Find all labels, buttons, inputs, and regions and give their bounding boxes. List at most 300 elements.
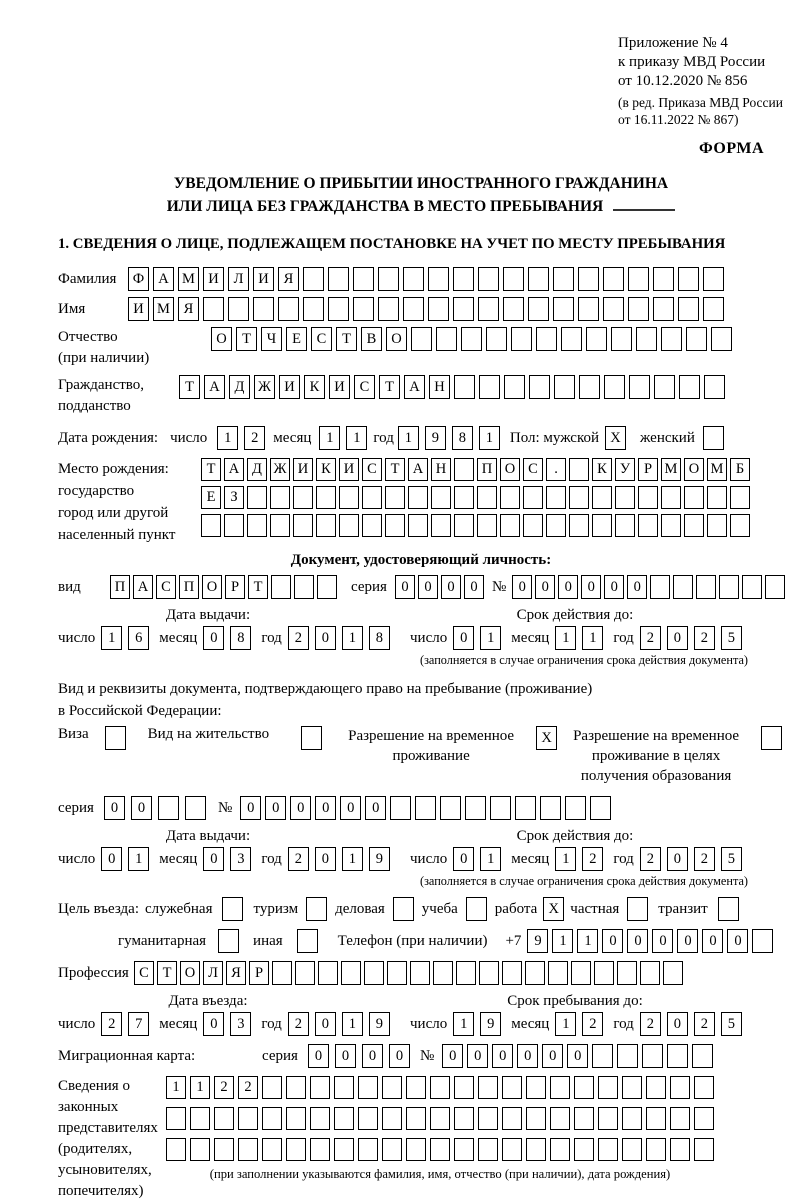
char-cell[interactable]: А [204,375,225,399]
char-cell[interactable] [554,375,575,399]
char-cell[interactable]: И [203,267,224,291]
char-cell[interactable] [502,1076,522,1099]
char-cell[interactable] [224,514,244,537]
char-cell[interactable]: 0 [335,1044,356,1068]
char-cell[interactable]: 9 [527,929,548,953]
char-cell[interactable] [478,1138,498,1161]
char-cell[interactable] [622,1107,642,1130]
char-cell[interactable]: 2 [101,1012,122,1036]
char-cell[interactable] [247,514,267,537]
char-cell[interactable] [548,961,568,985]
char-cell[interactable] [440,796,461,820]
char-cell[interactable] [592,1044,613,1068]
char-cell[interactable]: X [605,426,626,450]
char-cell[interactable] [598,1076,618,1099]
char-cell[interactable]: 0 [315,1012,336,1036]
char-cell[interactable]: А [408,458,428,481]
char-cell[interactable]: 1 [552,929,573,953]
char-cell[interactable]: Т [248,575,268,599]
char-cell[interactable]: 0 [604,575,624,599]
char-cell[interactable]: С [311,327,332,351]
char-cell[interactable] [430,1138,450,1161]
char-cell[interactable] [617,961,637,985]
char-cell[interactable] [390,796,411,820]
char-cell[interactable] [436,327,457,351]
char-cell[interactable] [303,267,324,291]
char-cell[interactable] [185,796,206,820]
char-cell[interactable] [478,267,499,291]
char-cell[interactable]: Ж [270,458,290,481]
char-cell[interactable] [318,961,338,985]
char-cell[interactable] [546,514,566,537]
char-cell[interactable]: 5 [721,847,742,871]
char-cell[interactable] [703,297,724,321]
char-cell[interactable]: Я [278,267,299,291]
char-cell[interactable] [454,375,475,399]
char-cell[interactable] [578,267,599,291]
char-cell[interactable]: Т [179,375,200,399]
char-cell[interactable]: 0 [104,796,125,820]
char-cell[interactable] [286,1107,306,1130]
char-cell[interactable] [579,375,600,399]
char-cell[interactable]: 8 [452,426,473,450]
char-cell[interactable] [406,1107,426,1130]
char-cell[interactable] [393,897,414,921]
char-cell[interactable] [466,897,487,921]
char-cell[interactable] [694,1138,714,1161]
char-cell[interactable] [293,514,313,537]
char-cell[interactable]: Ф [128,267,149,291]
char-cell[interactable]: 1 [342,626,363,650]
char-cell[interactable] [214,1107,234,1130]
char-cell[interactable] [317,575,337,599]
char-cell[interactable]: 2 [640,1012,661,1036]
char-cell[interactable]: К [316,458,336,481]
char-cell[interactable] [678,297,699,321]
char-cell[interactable] [328,297,349,321]
char-cell[interactable] [730,514,750,537]
char-cell[interactable]: 0 [467,1044,488,1068]
char-cell[interactable]: 0 [395,575,415,599]
char-cell[interactable] [670,1076,690,1099]
char-cell[interactable]: 0 [542,1044,563,1068]
char-cell[interactable]: 0 [667,847,688,871]
char-cell[interactable]: 0 [203,626,224,650]
char-cell[interactable] [650,575,670,599]
char-cell[interactable] [663,961,683,985]
char-cell[interactable]: 0 [315,796,336,820]
char-cell[interactable]: Н [431,458,451,481]
char-cell[interactable] [218,929,239,953]
char-cell[interactable]: . [546,458,566,481]
char-cell[interactable] [628,267,649,291]
char-cell[interactable]: А [224,458,244,481]
char-cell[interactable] [408,486,428,509]
char-cell[interactable]: Б [730,458,750,481]
char-cell[interactable] [578,297,599,321]
char-cell[interactable] [262,1076,282,1099]
char-cell[interactable] [707,486,727,509]
char-cell[interactable]: 2 [694,1012,715,1036]
char-cell[interactable]: 1 [319,426,340,450]
char-cell[interactable] [430,1107,450,1130]
char-cell[interactable] [646,1107,666,1130]
char-cell[interactable] [523,514,543,537]
char-cell[interactable]: 1 [555,626,576,650]
char-cell[interactable] [670,1107,690,1130]
char-cell[interactable]: 1 [479,426,500,450]
char-cell[interactable]: 0 [558,575,578,599]
char-cell[interactable] [569,486,589,509]
char-cell[interactable] [704,375,725,399]
char-cell[interactable] [428,267,449,291]
char-cell[interactable] [387,961,407,985]
char-cell[interactable] [765,575,785,599]
char-cell[interactable]: 3 [230,847,251,871]
char-cell[interactable]: И [253,267,274,291]
char-cell[interactable]: 0 [627,929,648,953]
char-cell[interactable] [454,1138,474,1161]
char-cell[interactable] [679,375,700,399]
char-cell[interactable]: 9 [425,426,446,450]
char-cell[interactable] [339,514,359,537]
char-cell[interactable] [293,486,313,509]
char-cell[interactable] [478,1107,498,1130]
char-cell[interactable]: 1 [217,426,238,450]
char-cell[interactable] [536,327,557,351]
char-cell[interactable] [590,796,611,820]
char-cell[interactable] [456,961,476,985]
char-cell[interactable] [694,1107,714,1130]
char-cell[interactable] [574,1107,594,1130]
char-cell[interactable]: 2 [694,847,715,871]
char-cell[interactable] [378,267,399,291]
char-cell[interactable] [661,486,681,509]
char-cell[interactable] [270,514,290,537]
char-cell[interactable]: 1 [342,1012,363,1036]
char-cell[interactable] [415,796,436,820]
char-cell[interactable]: 0 [492,1044,513,1068]
char-cell[interactable]: О [500,458,520,481]
char-cell[interactable] [711,327,732,351]
char-cell[interactable] [271,575,291,599]
char-cell[interactable]: 2 [288,847,309,871]
char-cell[interactable] [428,297,449,321]
char-cell[interactable] [262,1138,282,1161]
char-cell[interactable]: 0 [418,575,438,599]
char-cell[interactable] [684,514,704,537]
char-cell[interactable]: 7 [128,1012,149,1036]
char-cell[interactable]: Л [203,961,223,985]
char-cell[interactable] [526,1107,546,1130]
char-cell[interactable] [526,1138,546,1161]
char-cell[interactable]: 1 [398,426,419,450]
char-cell[interactable] [565,796,586,820]
char-cell[interactable]: 1 [101,626,122,650]
char-cell[interactable] [411,327,432,351]
char-cell[interactable] [431,514,451,537]
char-cell[interactable] [719,575,739,599]
char-cell[interactable] [653,297,674,321]
char-cell[interactable] [490,796,511,820]
char-cell[interactable] [479,961,499,985]
char-cell[interactable] [382,1107,402,1130]
char-cell[interactable] [752,929,773,953]
char-cell[interactable] [667,1044,688,1068]
char-cell[interactable]: С [362,458,382,481]
char-cell[interactable]: 0 [240,796,261,820]
char-cell[interactable] [571,961,591,985]
char-cell[interactable] [358,1138,378,1161]
char-cell[interactable] [105,726,126,750]
char-cell[interactable] [503,297,524,321]
char-cell[interactable]: 1 [480,847,501,871]
char-cell[interactable] [528,297,549,321]
char-cell[interactable]: 0 [727,929,748,953]
char-cell[interactable] [561,327,582,351]
char-cell[interactable] [158,796,179,820]
char-cell[interactable]: К [304,375,325,399]
char-cell[interactable]: М [153,297,174,321]
char-cell[interactable] [301,726,322,750]
char-cell[interactable] [358,1107,378,1130]
char-cell[interactable] [286,1138,306,1161]
char-cell[interactable] [353,267,374,291]
char-cell[interactable] [511,327,532,351]
char-cell[interactable] [636,327,657,351]
char-cell[interactable] [594,961,614,985]
char-cell[interactable]: 1 [480,626,501,650]
char-cell[interactable]: 2 [640,626,661,650]
char-cell[interactable] [615,486,635,509]
char-cell[interactable]: 2 [582,847,603,871]
char-cell[interactable] [166,1107,186,1130]
char-cell[interactable]: 1 [555,847,576,871]
char-cell[interactable]: 0 [365,796,386,820]
char-cell[interactable]: П [477,458,497,481]
char-cell[interactable] [479,375,500,399]
char-cell[interactable] [166,1138,186,1161]
char-cell[interactable]: С [134,961,154,985]
char-cell[interactable] [592,514,612,537]
char-cell[interactable]: О [211,327,232,351]
char-cell[interactable]: 0 [627,575,647,599]
char-cell[interactable]: А [404,375,425,399]
char-cell[interactable]: Я [178,297,199,321]
char-cell[interactable]: Р [225,575,245,599]
char-cell[interactable] [306,897,327,921]
char-cell[interactable]: 0 [442,1044,463,1068]
char-cell[interactable] [341,961,361,985]
char-cell[interactable]: 0 [101,847,122,871]
char-cell[interactable]: О [684,458,704,481]
char-cell[interactable]: 0 [308,1044,329,1068]
char-cell[interactable]: М [661,458,681,481]
char-cell[interactable]: Т [201,458,221,481]
char-cell[interactable]: 0 [131,796,152,820]
char-cell[interactable] [406,1076,426,1099]
char-cell[interactable] [278,297,299,321]
char-cell[interactable] [646,1138,666,1161]
char-cell[interactable] [603,267,624,291]
char-cell[interactable] [433,961,453,985]
char-cell[interactable] [295,961,315,985]
char-cell[interactable]: 2 [694,626,715,650]
char-cell[interactable] [478,297,499,321]
char-cell[interactable] [540,796,561,820]
char-cell[interactable] [502,1138,522,1161]
char-cell[interactable]: X [543,897,564,921]
char-cell[interactable] [201,514,221,537]
char-cell[interactable]: 2 [238,1076,258,1099]
char-cell[interactable]: 8 [230,626,251,650]
char-cell[interactable] [385,514,405,537]
char-cell[interactable] [529,375,550,399]
char-cell[interactable] [684,486,704,509]
char-cell[interactable] [703,267,724,291]
char-cell[interactable] [640,961,660,985]
char-cell[interactable]: 9 [369,847,390,871]
char-cell[interactable]: 6 [128,626,149,650]
char-cell[interactable] [654,375,675,399]
char-cell[interactable] [550,1076,570,1099]
char-cell[interactable]: Р [638,458,658,481]
char-cell[interactable] [611,327,632,351]
char-cell[interactable]: А [153,267,174,291]
char-cell[interactable] [622,1138,642,1161]
char-cell[interactable]: М [707,458,727,481]
char-cell[interactable] [406,1138,426,1161]
char-cell[interactable] [270,486,290,509]
char-cell[interactable]: О [180,961,200,985]
char-cell[interactable]: 0 [517,1044,538,1068]
char-cell[interactable]: 0 [535,575,555,599]
char-cell[interactable] [190,1107,210,1130]
char-cell[interactable] [569,458,589,481]
char-cell[interactable] [627,897,648,921]
char-cell[interactable]: 0 [512,575,532,599]
char-cell[interactable] [454,1076,474,1099]
char-cell[interactable] [503,267,524,291]
char-cell[interactable]: Т [336,327,357,351]
char-cell[interactable]: 2 [640,847,661,871]
char-cell[interactable] [569,514,589,537]
char-cell[interactable] [316,486,336,509]
char-cell[interactable]: 1 [577,929,598,953]
char-cell[interactable] [707,514,727,537]
char-cell[interactable] [574,1076,594,1099]
char-cell[interactable] [598,1107,618,1130]
char-cell[interactable]: 3 [230,1012,251,1036]
char-cell[interactable] [478,1076,498,1099]
char-cell[interactable]: И [329,375,350,399]
char-cell[interactable] [362,514,382,537]
char-cell[interactable] [550,1107,570,1130]
char-cell[interactable] [430,1076,450,1099]
char-cell[interactable] [339,486,359,509]
char-cell[interactable] [222,897,243,921]
char-cell[interactable]: 0 [453,626,474,650]
char-cell[interactable]: П [179,575,199,599]
char-cell[interactable] [328,267,349,291]
char-cell[interactable] [364,961,384,985]
char-cell[interactable] [692,1044,713,1068]
char-cell[interactable]: Я [226,961,246,985]
char-cell[interactable]: 1 [582,626,603,650]
char-cell[interactable] [703,426,724,450]
char-cell[interactable] [431,486,451,509]
char-cell[interactable]: 2 [214,1076,234,1099]
char-cell[interactable] [696,575,716,599]
char-cell[interactable] [553,267,574,291]
char-cell[interactable]: 1 [555,1012,576,1036]
char-cell[interactable] [761,726,782,750]
char-cell[interactable]: 9 [369,1012,390,1036]
char-cell[interactable]: 0 [362,1044,383,1068]
char-cell[interactable]: Т [157,961,177,985]
char-cell[interactable]: 0 [453,847,474,871]
char-cell[interactable]: 0 [702,929,723,953]
char-cell[interactable]: 0 [389,1044,410,1068]
char-cell[interactable] [603,297,624,321]
char-cell[interactable]: Д [247,458,267,481]
char-cell[interactable]: 1 [128,847,149,871]
char-cell[interactable] [500,486,520,509]
char-cell[interactable] [642,1044,663,1068]
char-cell[interactable] [486,327,507,351]
char-cell[interactable] [334,1107,354,1130]
char-cell[interactable] [686,327,707,351]
char-cell[interactable] [617,1044,638,1068]
char-cell[interactable]: 5 [721,626,742,650]
char-cell[interactable]: Е [286,327,307,351]
char-cell[interactable]: Т [379,375,400,399]
char-cell[interactable] [454,514,474,537]
char-cell[interactable]: 0 [602,929,623,953]
char-cell[interactable]: 0 [290,796,311,820]
char-cell[interactable] [253,297,274,321]
char-cell[interactable] [214,1138,234,1161]
char-cell[interactable]: 2 [288,1012,309,1036]
char-cell[interactable] [504,375,525,399]
char-cell[interactable] [461,327,482,351]
char-cell[interactable] [286,1076,306,1099]
char-cell[interactable] [454,1107,474,1130]
char-cell[interactable] [403,297,424,321]
char-cell[interactable] [592,486,612,509]
char-cell[interactable] [586,327,607,351]
char-cell[interactable] [550,1138,570,1161]
char-cell[interactable] [453,297,474,321]
char-cell[interactable] [382,1138,402,1161]
char-cell[interactable]: 1 [342,847,363,871]
char-cell[interactable]: 0 [203,847,224,871]
char-cell[interactable]: X [536,726,557,750]
char-cell[interactable] [718,897,739,921]
char-cell[interactable]: 0 [315,847,336,871]
char-cell[interactable]: Ч [261,327,282,351]
char-cell[interactable]: 8 [369,626,390,650]
char-cell[interactable]: 2 [582,1012,603,1036]
char-cell[interactable] [477,486,497,509]
char-cell[interactable] [502,961,522,985]
char-cell[interactable] [385,486,405,509]
char-cell[interactable]: Д [229,375,250,399]
char-cell[interactable]: 0 [677,929,698,953]
char-cell[interactable] [528,267,549,291]
char-cell[interactable] [673,575,693,599]
char-cell[interactable]: Е [201,486,221,509]
